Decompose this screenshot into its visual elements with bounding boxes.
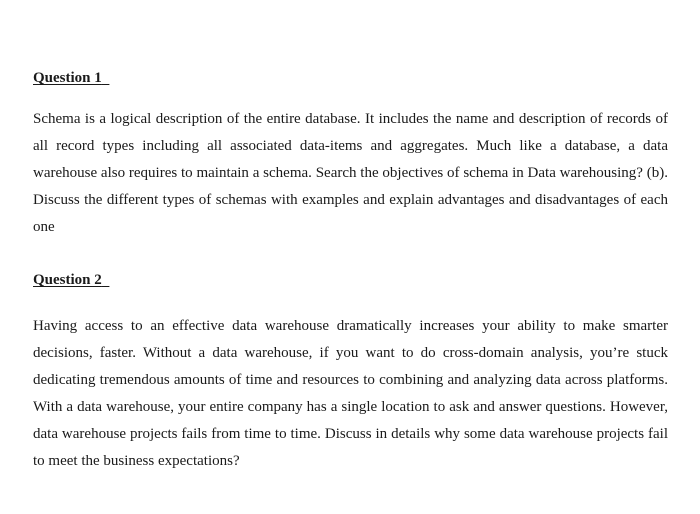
question-1-heading-text: Question 1 [33, 70, 102, 86]
question-1-body: Schema is a logical description of the entire database. It includes the name and description of records of all record types including all associated data-items and aggregates. Much like a database, a data warehouse also requires to maintain a schema. Search the objectives of schema in Data warehousing? (b). Discuss the different types of schemas with examples and explain advantages and disadvantages of each one [33, 111, 668, 235]
question-2-heading-text: Question 2 [33, 272, 102, 288]
question-2-body: Having access to an effective data warehouse dramatically increases your ability to make smarter decisions, faster. Without a data warehouse, if you want to do cross-domain analysis, you’re stuck dedicating tremendous amounts of time and resources to combining and analyzing data across platforms. With a data warehouse, your entire company has a single location to ask and answer questions. However, data warehouse projects fails from time to time. Discuss in details why some data warehouse projects fail to meet the business expectations? [33, 318, 668, 469]
question-1-heading [33, 69, 109, 87]
question-2-heading [33, 271, 109, 289]
